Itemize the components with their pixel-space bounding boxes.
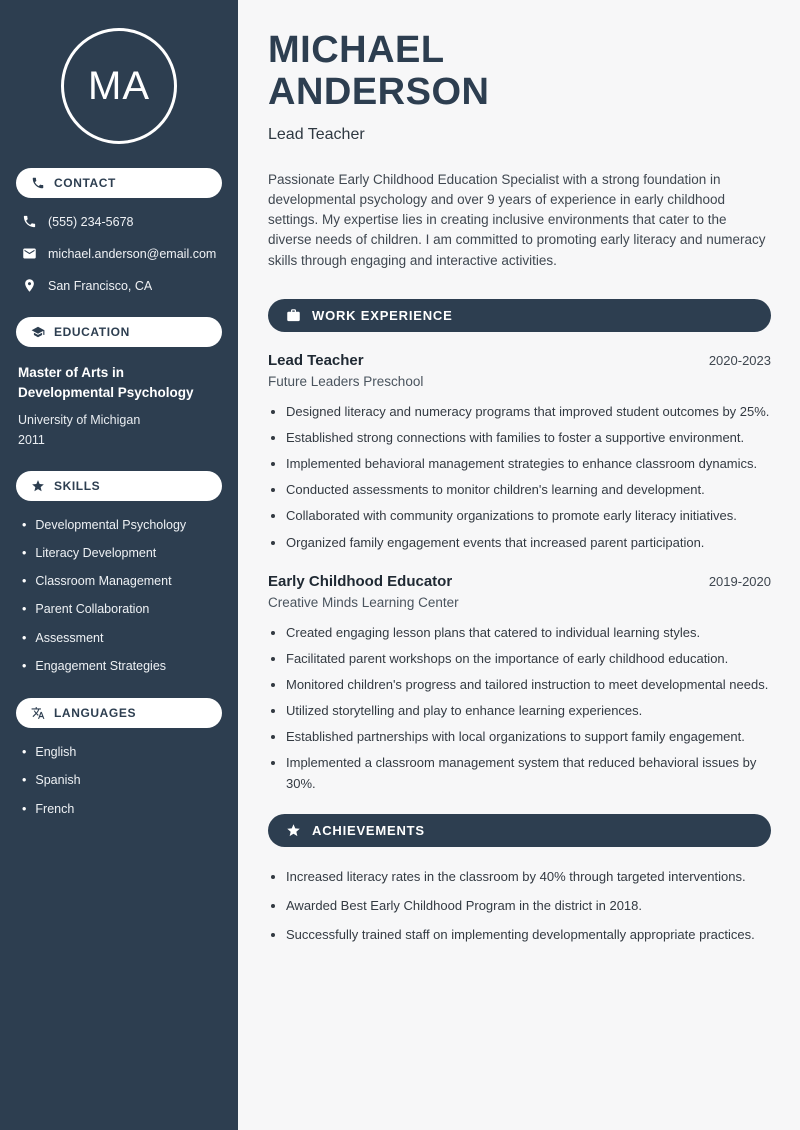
- job-dates: 2020-2023: [708, 352, 771, 368]
- achievement-bullet: • Awarded Best Early Childhood Program in the district in 2018.: [286, 896, 771, 916]
- language-item: [22, 772, 222, 788]
- job-bullet: • Designed literacy and numeracy programs that improved student outcomes by 25%.: [286, 402, 771, 422]
- star-icon: [286, 823, 301, 838]
- job-bullet-list: [268, 623, 771, 794]
- contact-header-label: CONTACT: [54, 176, 116, 190]
- phone-icon: [31, 176, 45, 190]
- job-company: Future Leaders Preschool: [268, 373, 424, 389]
- skills-list: [16, 517, 222, 675]
- phone-icon: [22, 214, 37, 229]
- achievements-list: [268, 867, 771, 945]
- education-header-label: EDUCATION: [54, 325, 130, 339]
- languages-list: [16, 744, 222, 817]
- skills-section-header: [16, 471, 222, 501]
- job-header-row: [268, 352, 771, 369]
- translate-icon: [31, 706, 45, 720]
- main-content: [238, 0, 800, 1130]
- job-entry: [268, 352, 771, 553]
- education-degree: Master of Arts in Developmental Psychology: [18, 365, 194, 401]
- contact-email: [22, 246, 222, 261]
- achievement-bullet: • Increased literacy rates in the classroom by 40% through targeted interventions.: [286, 867, 771, 887]
- full-name: [268, 30, 771, 114]
- skill-item: [22, 601, 222, 617]
- education-section-header: [16, 317, 222, 347]
- job-header-row: [268, 573, 771, 590]
- skill-item: [22, 573, 222, 589]
- briefcase-icon: [286, 308, 301, 323]
- job-bullet: • Monitored children's progress and tailored instruction to meet developmental needs.: [286, 675, 771, 695]
- language-item-label: • English: [35, 745, 77, 759]
- professional-summary: Passionate Early Childhood Education Specialist with a strong foundation in developmental psychology and over 9 years of experience in early childhood settings. My expertise lies in creating inclusive environments that cater to the diverse needs of children. I am committed to promoting early literacy and numeracy skills through engaging and interactive activities.: [268, 171, 766, 268]
- achievements-section-header: [268, 814, 771, 847]
- work-experience-header-label: WORK EXPERIENCE: [312, 307, 453, 323]
- job-entry: [268, 573, 771, 794]
- contact-phone: [22, 214, 222, 229]
- skill-item: [22, 630, 222, 646]
- skill-item: [22, 545, 222, 561]
- skill-item-label: • Assessment: [35, 630, 104, 645]
- contact-email-text: michael.anderson@email.com: [48, 246, 217, 261]
- job-company: Creative Minds Learning Center: [268, 594, 459, 610]
- skill-item: [22, 658, 222, 674]
- avatar-initials: MA: [88, 63, 150, 108]
- language-item-label: • Spanish: [35, 773, 81, 788]
- job-bullet: • Collaborated with community organizations to promote early literacy initiatives.: [286, 506, 771, 526]
- contact-location: [22, 278, 222, 293]
- avatar-wrap: [16, 28, 222, 144]
- job-bullet: • Utilized storytelling and play to enhance learning experiences.: [286, 701, 771, 721]
- location-icon: [22, 278, 37, 293]
- education-school: University of Michigan: [18, 412, 141, 427]
- job-title: Early Childhood Educator: [268, 572, 453, 590]
- education-year: 2011: [18, 432, 45, 447]
- contact-location-text: San Francisco, CA: [48, 278, 153, 293]
- skill-item-label: • Parent Collaboration: [35, 602, 150, 617]
- job-bullet: • Implemented a classroom management system that reduced behavioral issues by 30%.: [286, 753, 771, 793]
- achievements-header-label: ACHIEVEMENTS: [312, 822, 425, 838]
- sidebar: [0, 0, 238, 1130]
- job-bullet: • Created engaging lesson plans that catered to individual learning styles.: [286, 623, 771, 643]
- job-bullet: • Organized family engagement events that increased parent participation.: [286, 533, 771, 553]
- skill-item-label: • Literacy Development: [35, 545, 157, 560]
- job-dates: 2019-2020: [708, 573, 771, 589]
- contact-phone-text: (555) 234-5678: [48, 214, 134, 229]
- skill-item: [22, 517, 222, 533]
- mail-icon: [22, 246, 37, 261]
- avatar: [61, 28, 177, 144]
- skill-item-label: • Developmental Psychology: [35, 517, 187, 532]
- skills-header-label: SKILLS: [54, 478, 101, 493]
- skill-item-label: • Engagement Strategies: [35, 658, 167, 673]
- achievement-bullet: • Successfully trained staff on implementing developmentally appropriate practices.: [286, 925, 771, 945]
- language-item: [22, 744, 222, 760]
- role-subtitle: Lead Teacher: [268, 125, 365, 143]
- star-icon: [31, 479, 45, 493]
- language-item-label: • French: [35, 801, 75, 816]
- skill-item-label: • Classroom Management: [35, 574, 172, 588]
- contact-section-header: [16, 168, 222, 198]
- job-bullet: • Implemented behavioral management strategies to enhance classroom dynamics.: [286, 454, 771, 474]
- last-name: ANDERSON: [268, 70, 490, 113]
- job-bullet-list: [268, 402, 771, 553]
- job-bullet: • Established partnerships with local organizations to support family engagement.: [286, 727, 771, 747]
- work-experience-section-header: [268, 299, 771, 332]
- first-name: MICHAEL: [268, 29, 445, 71]
- job-title: Lead Teacher: [268, 351, 364, 369]
- languages-section-header: [16, 698, 222, 728]
- language-item: [22, 801, 222, 817]
- job-bullet: • Conducted assessments to monitor children's learning and development.: [286, 480, 771, 500]
- job-bullet: • Facilitated parent workshops on the importance of early childhood education.: [286, 649, 771, 669]
- graduation-cap-icon: [31, 325, 45, 339]
- languages-header-label: LANGUAGES: [54, 706, 137, 720]
- job-bullet: • Established strong connections with families to foster a supportive environment.: [286, 428, 771, 448]
